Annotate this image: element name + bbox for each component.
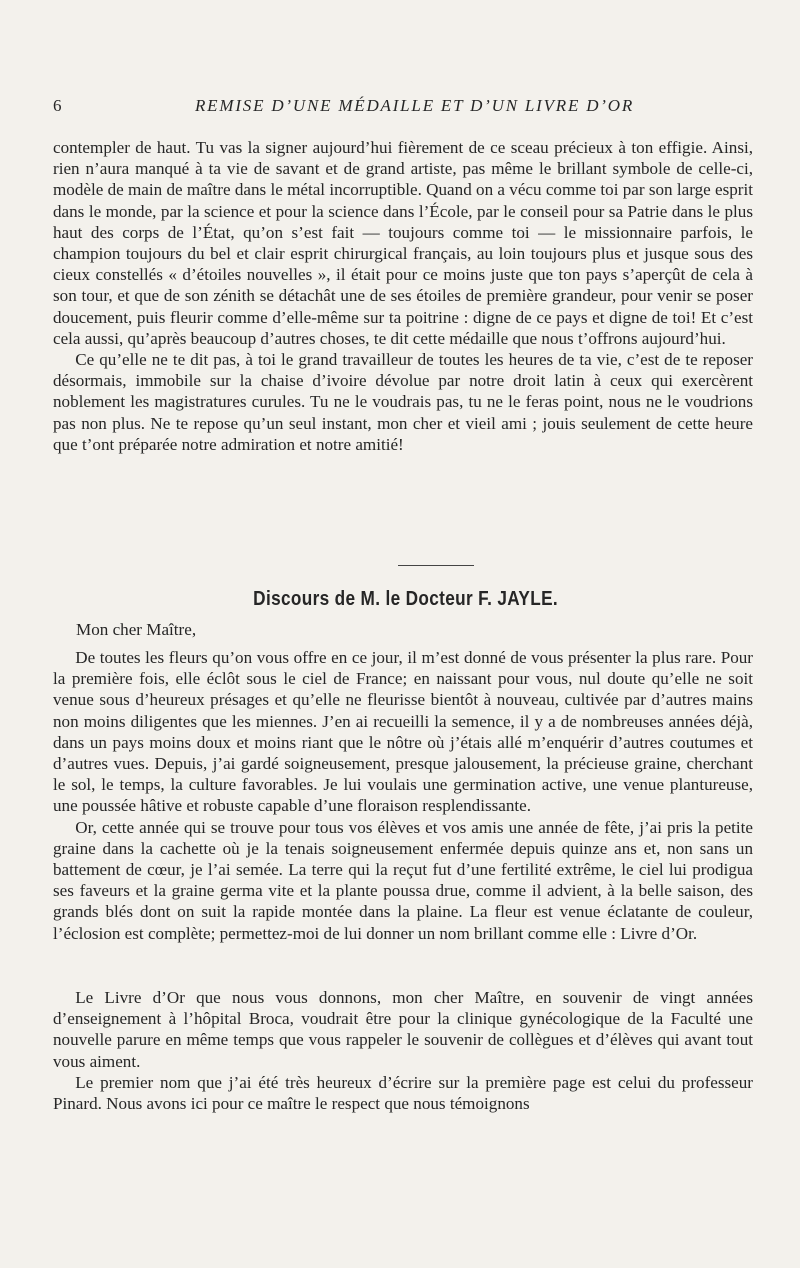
section-heading: Discours de M. le Docteur F. JAYLE. [253,588,559,610]
page-number: 6 [53,96,62,115]
page-header [0,96,800,120]
section-divider [398,565,474,566]
paragraph: Le Livre d’Or que nous vous donnons, mon cher Maître, en souvenir de vingt années d’enseignement à l’hôpital Broca, voudrait être pour la clinique gynécologique de la Faculté une nouvelle parure en même temps que vous rappeler le souvenir de collègues et d’élèves qui avant tout vous aiment. [53,988,753,1071]
intro-text-block [53,137,753,455]
paragraph: Le premier nom que j’ai été très heureux d’écrire sur la première page est celui du professeur Pinard. Nous avons ici pour ce maître le respect que nous témoignons [53,1072,753,1114]
salutation: Mon cher Maître, [76,620,197,639]
speech-text-block [53,647,753,944]
speech-text-block-continued [53,987,753,1114]
running-title: REMISE D’UNE MÉDAILLE ET D’UN LIVRE D’OR [195,96,635,115]
paragraph: Ce qu’elle ne te dit pas, à toi le grand travailleur de toutes les heures de ta vie, c’est de te reposer désormais, immobile sur la chaise d’ivoire dévolue par notre droit latin à ceux qui exercèrent noblement les magistratures curules. Tu ne le voudrais pas, tu ne le feras point, nous ne le voudrions pas non plus. Ne te repose qu’un seul instant, mon cher et vieil ami ; jouis seulement de cette heure que t’ont préparée notre admiration et notre amitié! [53,350,753,454]
paragraph: Or, cette année qui se trouve pour tous vos élèves et vos amis une année de fête, j’ai pris la petite graine dans la cachette où je la tenais soigneusement enfermée depuis quinze ans et, non sans un battement de cœur, je l’ai semée. La terre qui la reçut fut d’une fertilité extrême, le ciel lui prodigua ses faveurs et la graine germa vite et la plante poussa drue, comme il advient, à la belle saison, des grands blés dont on suit la rapide montée dans la plaine. La fleur est venue éclatante de couleur, l’éclosion est complète; permettez-moi de lui donner un nom brillant comme elle : Livre d’Or. [53,817,753,943]
paragraph: contempler de haut. Tu vas la signer aujourd’hui fièrement de ce sceau précieux à ton effigie. Ainsi, rien n’aura manqué à ta vie de savant et de grand artiste, pas même le brillant symbole de celle-ci, modèle de main de maître dans le métal incorruptible. Quand on a vécu comme toi par son large esprit dans le monde, par la science et pour la science dans l’École, par le conseil pour sa Patrie dans le plus haut des corps de l’État, qu’on s’est fait — toujours comme toi — le missionnaire parfois, le champion toujours du bel et clair esprit chirurgical français, au loin toujours plus et jusque sous des cieux constellés « d’étoiles nouvelles », il était pour ce moins juste que ton pays s’aperçût de cela à son tour, et que de son zénith se détachât une de ses étoiles de première grandeur, pour venir se poser doucement, puis fleurir comme d’elle-même sur ta poitrine : digne de ce pays et digne de toi! Et c’est cela aussi, qu’après beaucoup d’autres choses, te dit cette médaille que nous t’offrons aujourd’hui. [53,138,753,348]
paragraph: De toutes les fleurs qu’on vous offre en ce jour, il m’est donné de vous présenter la plus rare. Pour la première fois, elle éclôt sous le ciel de France; en naissant pour vous, nul doute qu’elle ne soit venue sous d’heureux présages et qu’elle ne fleurisse bientôt à nouveau, cultivée par d’autres mains non moins diligentes que les miennes. J’en ai recueilli la semence, il y a de nombreuses années déjà, dans un pays moins doux et moins riant que le nôtre où j’étais allé m’enquérir d’autres coutumes et d’autres vues. Depuis, j’ai gardé soigneusement, presque jalousement, la précieuse graine, cherchant le sol, le temps, la culture favorables. Je lui voulais une germination active, une venue plantureuse, une poussée hâtive et robuste capable d’une floraison resplendissante. [53,648,753,816]
